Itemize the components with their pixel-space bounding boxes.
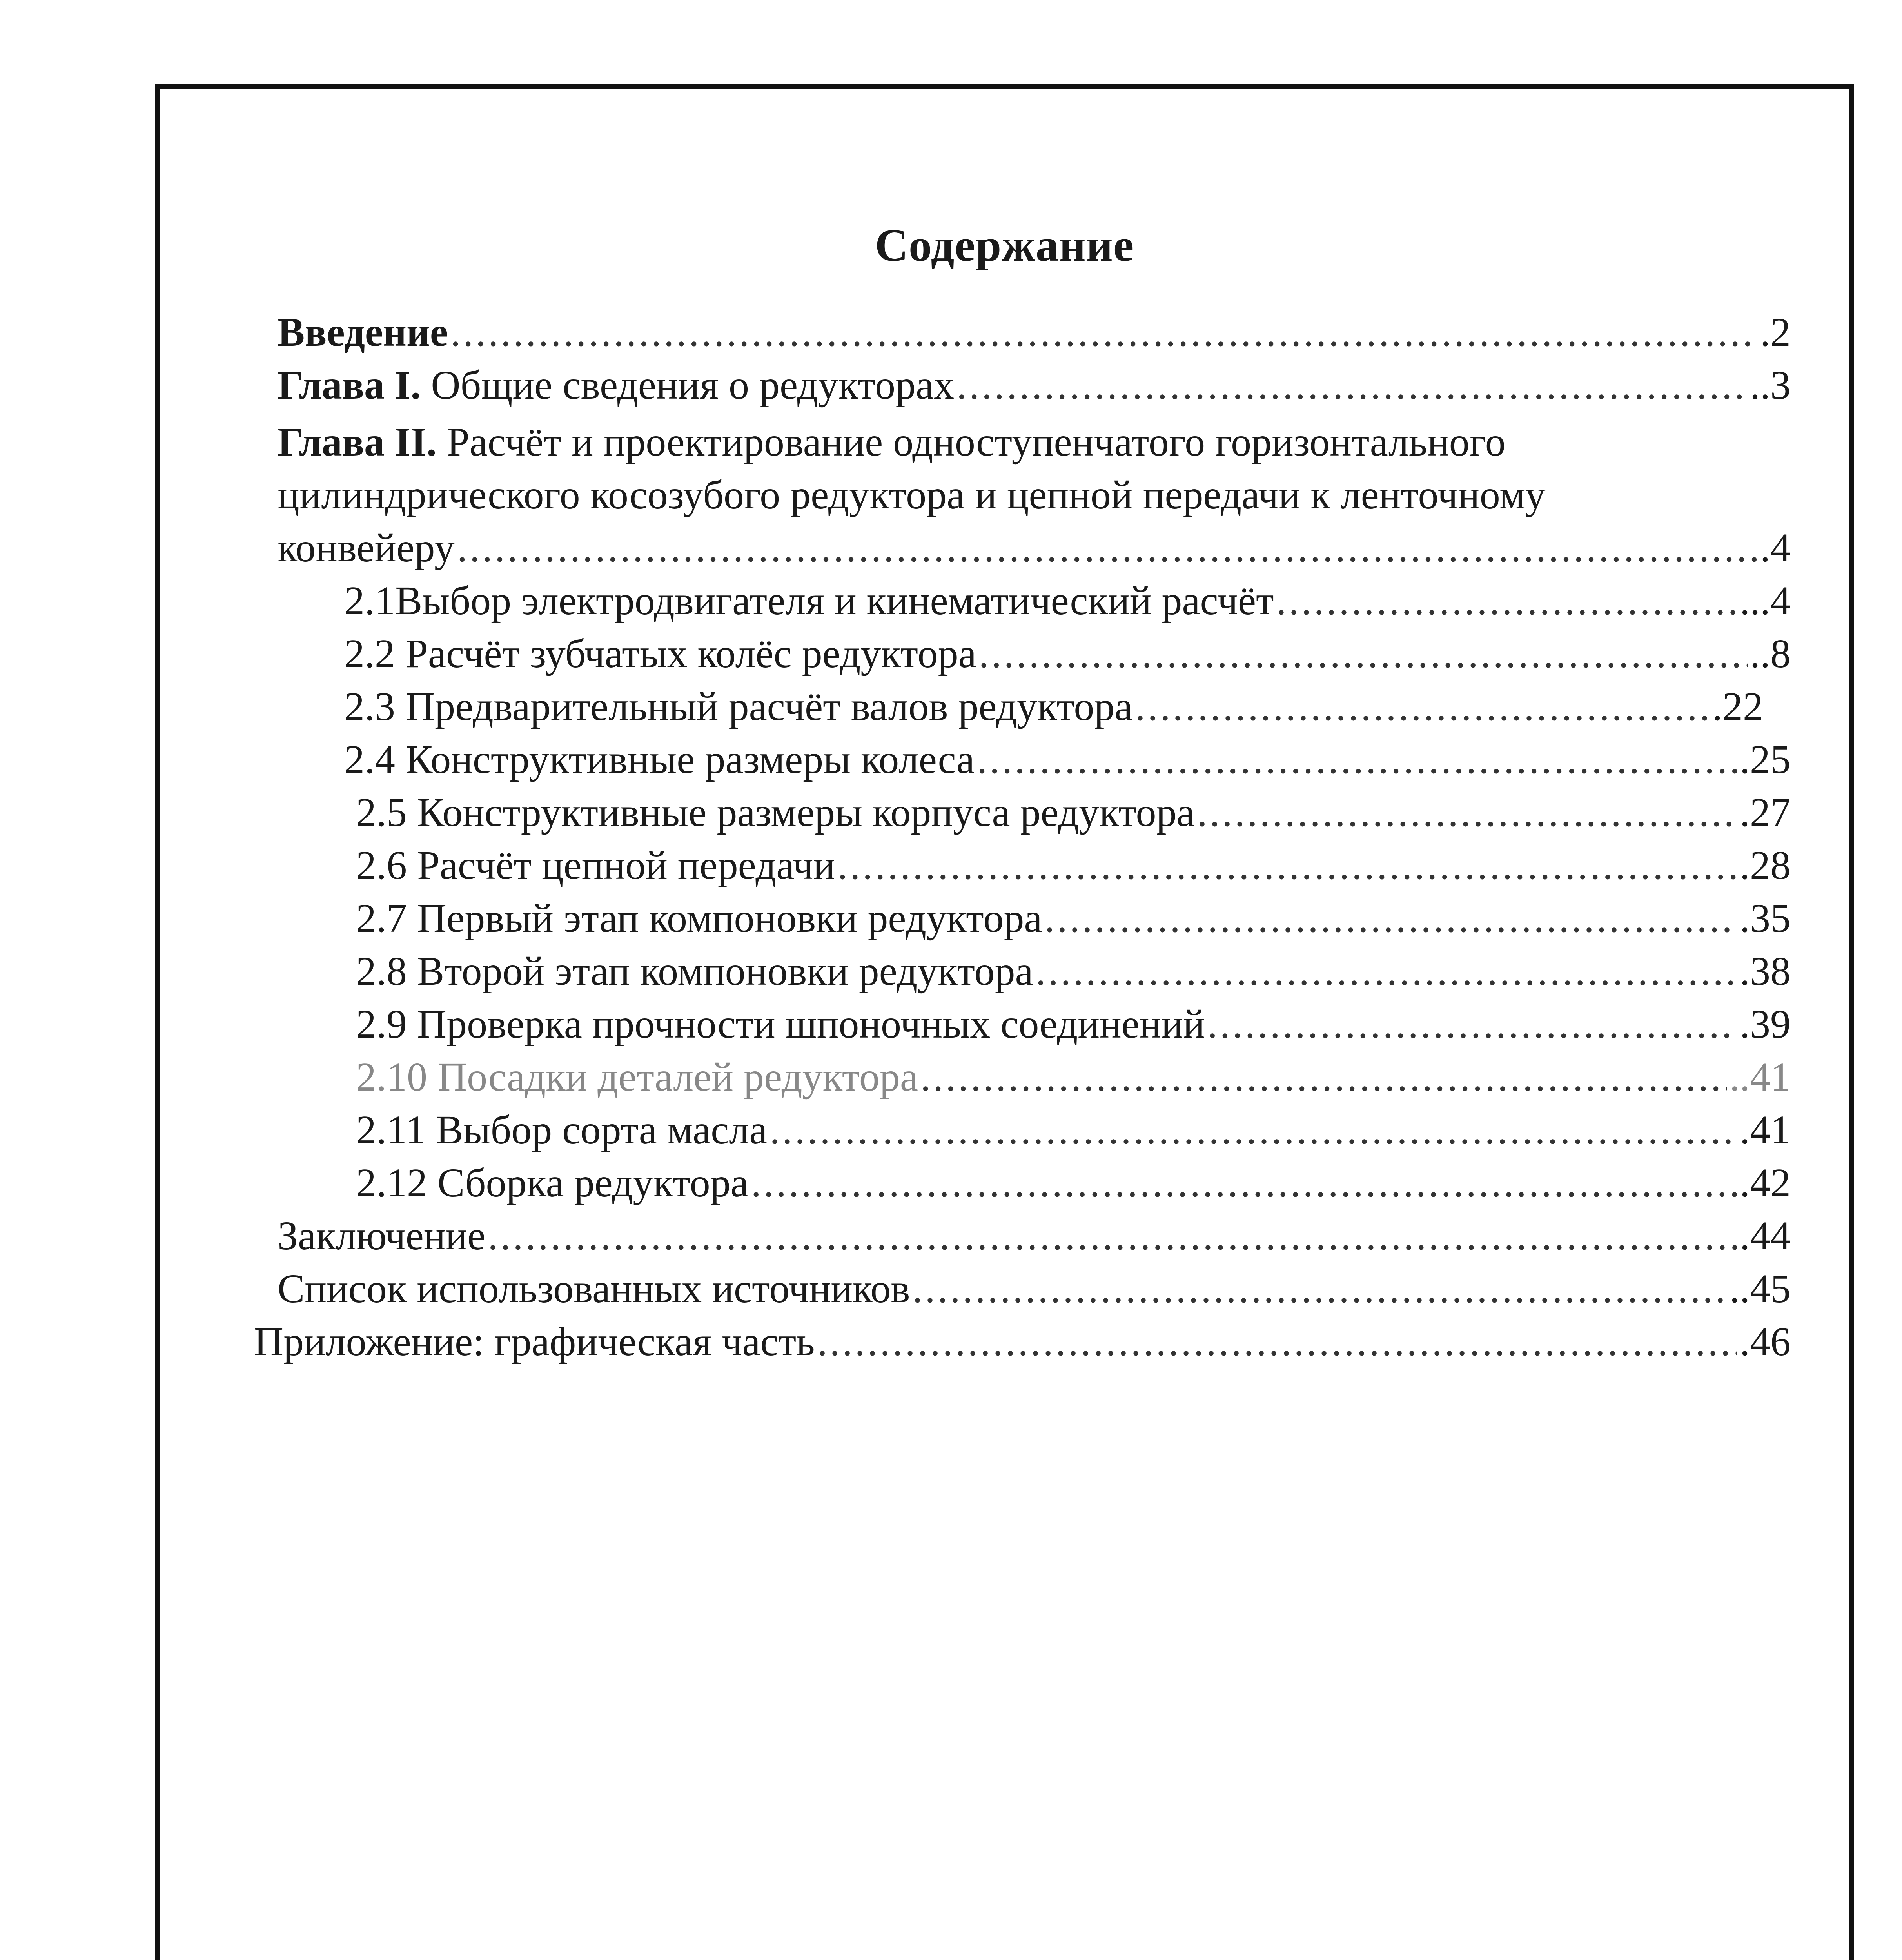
toc-entry-chapter-1[interactable] (278, 362, 1791, 408)
toc-section[interactable]: 2.9 Проверка прочности шпоночных соединений ..... .39 (356, 1001, 1791, 1047)
toc-chapter-2-line3[interactable]: конвейеру ..... .4 (278, 524, 1791, 571)
toc-section[interactable]: 2.3 Предварительный расчёт валов редуктора ..... .22 (344, 683, 1763, 730)
toc-entry-introduction[interactable] (278, 309, 1791, 356)
toc-section[interactable]: 2.2 Расчёт зубчатых колёс редуктора ..... ..8 (344, 630, 1791, 677)
toc-page: .2 (1760, 310, 1791, 355)
toc-page: ..3 (1750, 363, 1791, 408)
toc-chapter-2-line2[interactable]: цилиндрического косозубого редуктора и цепной передачи к ленточному (278, 472, 1546, 517)
toc-entry-references[interactable]: Список использованных источников ..... ..45 (278, 1265, 1791, 1312)
toc-section[interactable]: 2.10 Посадки деталей редуктора ..... ..41 (356, 1054, 1791, 1100)
toc-entry-appendix[interactable]: Приложение: графическая часть ..... .46 (254, 1318, 1791, 1365)
toc-section[interactable]: 2.12 Сборка редуктора ..... .42 (356, 1160, 1791, 1206)
toc-leader (450, 309, 1758, 356)
toc-leader (956, 362, 1748, 408)
toc-section[interactable]: 2.6 Расчёт цепной передачи ..... .28 (356, 842, 1791, 889)
toc-label: Введение (278, 310, 448, 355)
toc-section[interactable]: 2.5 Конструктивные размеры корпуса редуктора ..... .27 (356, 789, 1791, 836)
toc-section[interactable]: 2.7 Первый этап компоновки редуктора ..... .35 (356, 895, 1791, 942)
toc-section[interactable]: 2.11 Выбор сорта масла ..... .41 (356, 1107, 1791, 1153)
toc-section[interactable]: 2.4 Конструктивные размеры колеса ..... .25 (344, 736, 1791, 783)
toc-label: Глава I. Общие сведения о редукторах (278, 363, 955, 408)
toc-entry-conclusion[interactable]: Заключение ..... .44 (278, 1212, 1791, 1259)
page-frame (155, 84, 1854, 1960)
toc-section[interactable]: 2.8 Второй этап компоновки редуктора ..... .38 (356, 948, 1791, 995)
page-title: Содержание (875, 220, 1134, 271)
toc-chapter-2-line1[interactable]: Глава II. Расчёт и проектирование одноступенчатого горизонтального (278, 419, 1506, 465)
toc-section[interactable]: 2.1Выбор электродвигателя и кинематический расчёт ..... ...4 (344, 577, 1791, 624)
toc-leader (457, 524, 1758, 571)
